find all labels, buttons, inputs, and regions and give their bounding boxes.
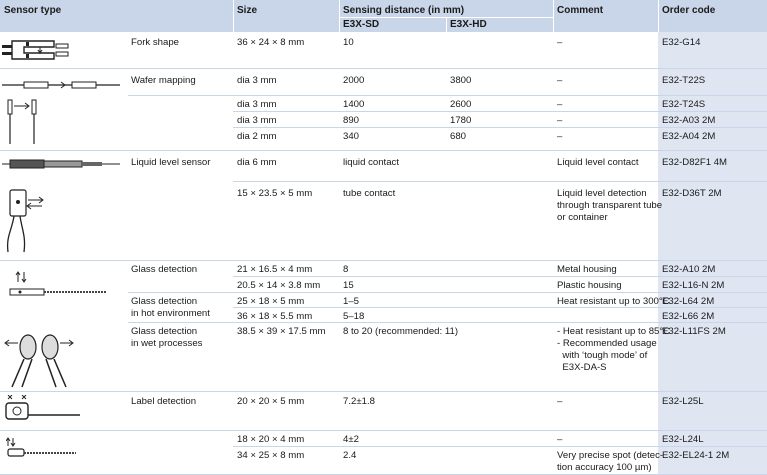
header-e3x-hd: E3X-HD bbox=[450, 19, 487, 30]
row-divider bbox=[233, 127, 767, 128]
header-divider bbox=[446, 18, 447, 32]
cell-sd: 2.4 bbox=[343, 450, 357, 461]
header-divider bbox=[553, 0, 554, 32]
cell-comment: – bbox=[557, 115, 563, 126]
cell-code: E32-T22S bbox=[662, 75, 706, 86]
cell-code: E32-A04 2M bbox=[662, 131, 716, 142]
cell-code: E32-A10 2M bbox=[662, 264, 716, 275]
cell-comment: – bbox=[557, 75, 563, 86]
cell-type: Label detection bbox=[131, 396, 197, 407]
row-divider bbox=[233, 181, 767, 182]
row-divider bbox=[0, 430, 767, 431]
cell-sd: 1400 bbox=[343, 99, 365, 110]
cell-hd: 3800 bbox=[450, 75, 472, 86]
cell-size: 18 × 20 × 4 mm bbox=[237, 434, 305, 445]
wet-process-sensor-icon bbox=[4, 325, 76, 389]
cell-size: 38.5 × 39 × 17.5 mm bbox=[237, 326, 326, 337]
cell-sd: 8 bbox=[343, 264, 349, 275]
row-divider bbox=[233, 446, 767, 447]
cell-comment: Plastic housing bbox=[557, 280, 622, 291]
cell-comment: Heat resistant up to 300°C bbox=[557, 296, 670, 307]
cell-comment: Liquid level contact bbox=[557, 157, 639, 168]
row-divider bbox=[128, 95, 767, 96]
cell-comment: – bbox=[557, 99, 563, 110]
cell-code: E32-L24L bbox=[662, 434, 704, 445]
cell-size: 36 × 18 × 5.5 mm bbox=[237, 311, 313, 322]
cell-sd: 340 bbox=[343, 131, 360, 142]
liquid-level-tube-icon bbox=[2, 158, 120, 170]
cell-code: E32-L64 2M bbox=[662, 296, 715, 307]
cell-comment-line: Liquid level detection bbox=[557, 188, 647, 199]
header-sensor-type: Sensor type bbox=[4, 5, 62, 16]
cell-sd: 4±2 bbox=[343, 434, 359, 445]
cell-comment-line: or container bbox=[557, 212, 608, 223]
cell-comment: – bbox=[557, 37, 563, 48]
cell-comment-line: E3X-DA-S bbox=[557, 362, 607, 373]
cell-code: E32-EL24-1 2M bbox=[662, 450, 730, 461]
row-divider bbox=[0, 150, 767, 151]
cell-comment-line: through transparent tube bbox=[557, 200, 663, 211]
header-comment: Comment bbox=[557, 5, 604, 16]
cell-comment: – bbox=[557, 131, 563, 142]
cell-type-line: in wet processes bbox=[131, 338, 203, 349]
fork-sensor-icon bbox=[2, 35, 70, 65]
row-divider bbox=[0, 260, 767, 261]
cell-hd: 2600 bbox=[450, 99, 472, 110]
cell-size: 21 × 16.5 × 4 mm bbox=[237, 264, 313, 275]
cell-code: E32-L66 2M bbox=[662, 311, 715, 322]
cell-size: 36 × 24 × 8 mm bbox=[237, 37, 305, 48]
thru-beam-fiber-icon bbox=[6, 98, 46, 146]
cell-sd: 8 to 20 (recommended: 11) bbox=[343, 326, 459, 337]
cell-comment-line: Very precise spot (detec- bbox=[557, 450, 664, 461]
cell-size: dia 2 mm bbox=[237, 131, 277, 142]
header-divider bbox=[658, 0, 659, 32]
cell-sd: 15 bbox=[343, 280, 354, 291]
cell-hd: 1780 bbox=[450, 115, 472, 126]
cell-type-line: in hot environment bbox=[131, 308, 210, 319]
glass-fiber-icon bbox=[8, 270, 108, 302]
cell-code: E32-D36T 2M bbox=[662, 188, 722, 199]
cell-comment: – bbox=[557, 396, 563, 407]
cell-type-line: Glass detection bbox=[131, 326, 198, 337]
wafer-fiber-icon bbox=[2, 77, 120, 93]
cell-sd: 10 bbox=[343, 37, 354, 48]
cell-comment-line: tion accuracy 100 µm) bbox=[557, 462, 652, 473]
cell-type: Liquid level sensor bbox=[131, 157, 211, 168]
row-divider bbox=[0, 68, 767, 69]
cell-size: dia 6 mm bbox=[237, 157, 277, 168]
cell-sd: 890 bbox=[343, 115, 360, 126]
cell-code: E32-L16-N 2M bbox=[662, 280, 725, 291]
header-e3x-sd: E3X-SD bbox=[343, 19, 380, 30]
cell-comment-line: - Recommended usage bbox=[557, 338, 657, 349]
header-size: Size bbox=[237, 5, 258, 16]
cell-sd: 2000 bbox=[343, 75, 365, 86]
row-divider bbox=[233, 111, 767, 112]
cell-code: E32-L11FS 2M bbox=[662, 326, 726, 337]
header-sensing-distance: Sensing distance (in mm) bbox=[343, 5, 465, 16]
cell-code: E32-A03 2M bbox=[662, 115, 716, 126]
cell-hd: 680 bbox=[450, 131, 467, 142]
header-order-code: Order code bbox=[662, 5, 716, 16]
cell-size: dia 3 mm bbox=[237, 115, 277, 126]
label-sensor-icon bbox=[4, 395, 94, 427]
cell-sd: 1–5 bbox=[343, 296, 360, 307]
cell-comment: Metal housing bbox=[557, 264, 617, 275]
cell-size: 25 × 18 × 5 mm bbox=[237, 296, 305, 307]
row-divider bbox=[0, 391, 767, 392]
cell-type: Wafer mapping bbox=[131, 75, 196, 86]
cell-type-line: Glass detection bbox=[131, 296, 198, 307]
cell-size: 34 × 25 × 8 mm bbox=[237, 450, 305, 461]
cell-comment-line: with ‘tough mode’ of bbox=[557, 350, 648, 361]
cell-sd: liquid contact bbox=[343, 157, 399, 168]
tube-mount-sensor-icon bbox=[2, 186, 54, 256]
header-sub-divider bbox=[339, 17, 553, 18]
header-divider bbox=[339, 0, 340, 32]
cell-code: E32-T24S bbox=[662, 99, 706, 110]
cell-size: 20 × 20 × 5 mm bbox=[237, 396, 305, 407]
cell-type: Fork shape bbox=[131, 37, 179, 48]
cell-type: Glass detection bbox=[131, 264, 198, 275]
row-divider bbox=[233, 307, 767, 308]
cell-code: E32-G14 bbox=[662, 37, 701, 48]
label-fiber-icon bbox=[6, 436, 86, 462]
cell-size: 20.5 × 14 × 3.8 mm bbox=[237, 280, 321, 291]
row-divider bbox=[128, 322, 767, 323]
cell-size: dia 3 mm bbox=[237, 99, 277, 110]
cell-size: dia 3 mm bbox=[237, 75, 277, 86]
cell-comment-line: - Heat resistant up to 85°C bbox=[557, 326, 671, 337]
cell-code: E32-D82F1 4M bbox=[662, 157, 728, 168]
cell-code: E32-L25L bbox=[662, 396, 704, 407]
header-divider bbox=[233, 0, 234, 32]
cell-comment: – bbox=[557, 434, 563, 445]
cell-sd: 5–18 bbox=[343, 311, 365, 322]
cell-size: 15 × 23.5 × 5 mm bbox=[237, 188, 313, 199]
cell-sd: 7.2±1.8 bbox=[343, 396, 375, 407]
cell-sd: tube contact bbox=[343, 188, 396, 199]
row-divider bbox=[233, 276, 767, 277]
row-divider bbox=[128, 292, 767, 293]
